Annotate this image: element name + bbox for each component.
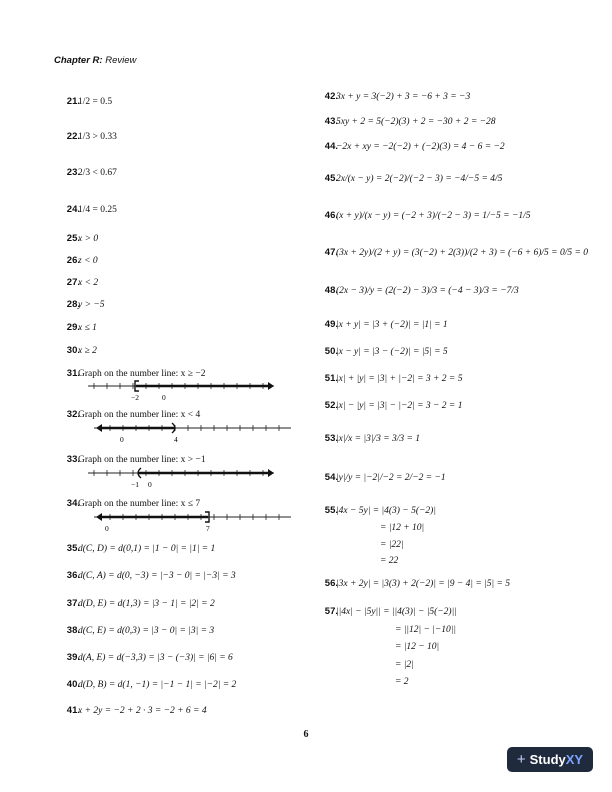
studyxy-logo[interactable] <box>507 747 593 772</box>
problem-57-step-4: = 2 <box>395 677 409 687</box>
number-line-33 <box>86 466 276 490</box>
page-number: 6 <box>303 729 309 740</box>
problem-57-step-1: = ||12| − |−10|| <box>395 625 457 635</box>
chapter-title: Review <box>105 55 137 66</box>
problem-55-step-2: = |22| <box>380 540 404 550</box>
number-line-34 <box>86 510 296 534</box>
chapter-header <box>54 55 136 66</box>
number-line-31 <box>86 379 276 403</box>
tick-label-b: 4 <box>174 435 178 444</box>
tick-label-b: 0 <box>162 393 166 402</box>
tick-label-a: 0 <box>105 524 109 533</box>
tick-label-b: 0 <box>148 480 152 489</box>
number-line-32 <box>86 421 296 445</box>
problem-55-step-1: = |12 + 10| <box>380 523 425 533</box>
tick-label-a: −1 <box>131 480 139 489</box>
tick-label-a: 0 <box>120 435 124 444</box>
plus-icon: + <box>516 751 526 768</box>
brand-name: StudyXY <box>529 752 584 767</box>
tick-label-b: 7 <box>206 524 210 533</box>
tick-label-a: −2 <box>131 393 139 402</box>
problem-57-step-3: = |2| <box>395 660 414 670</box>
chapter-label: Chapter R: <box>54 55 103 66</box>
problem-57-step-2: = |12 − 10| <box>395 642 440 652</box>
problem-55-step-3: = 22 <box>380 556 399 566</box>
